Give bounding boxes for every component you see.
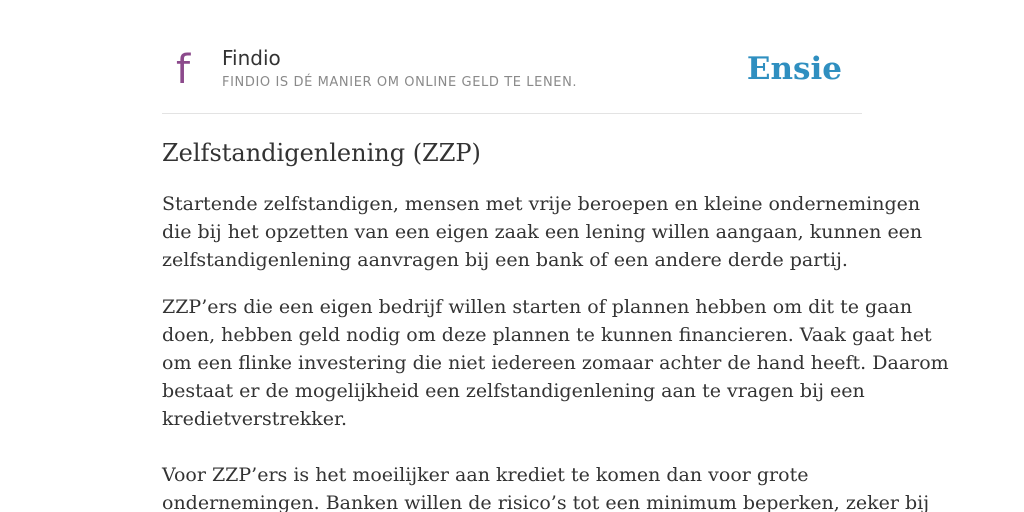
site-tagline: FINDIO IS DÉ MANIER OM ONLINE GELD TE LENEN. (222, 75, 578, 90)
paragraph-line: om een flinke investering die niet iedereen zomaar achter de hand heeft. Daarom (162, 352, 949, 374)
site-name-link[interactable]: Findio (222, 46, 281, 70)
site-header (162, 0, 862, 114)
paragraph-line: Startende zelfstandigen, mensen met vrije beroepen en kleine ondernemingen (162, 193, 921, 215)
article-paragraph-3 (162, 461, 930, 512)
paragraph-line: ZZP’ers die een eigen bedrijf willen starten of plannen hebben om dit te gaan (162, 296, 913, 318)
paragraph-line: kredietverstrekker. (162, 408, 348, 430)
article (162, 134, 949, 512)
ensie-brand-logo[interactable]: Ensie (746, 51, 842, 87)
findio-logo-icon[interactable]: f (176, 47, 191, 93)
article-paragraph-2 (162, 293, 949, 433)
paragraph-line: Voor ZZP’ers is het moeilijker aan krediet te komen dan voor grote (162, 464, 809, 486)
article-title: Zelfstandigenlening (ZZP) (162, 139, 481, 167)
paragraph-line: die bij het opzetten van een eigen zaak een lening willen aangaan, kunnen een (162, 221, 923, 243)
article-paragraph-1 (162, 190, 923, 274)
paragraph-line: ondernemingen. Banken willen de risico’s tot een minimum beperken, zeker bij (162, 492, 930, 512)
paragraph-line: bestaat er de mogelijkheid een zelfstandigenlening aan te vragen bij een (162, 380, 865, 402)
paragraph-line: doen, hebben geld nodig om deze plannen te kunnen financieren. Vaak gaat het (162, 324, 932, 346)
paragraph-line: zelfstandigenlening aanvragen bij een bank of een andere derde partij. (162, 249, 848, 271)
